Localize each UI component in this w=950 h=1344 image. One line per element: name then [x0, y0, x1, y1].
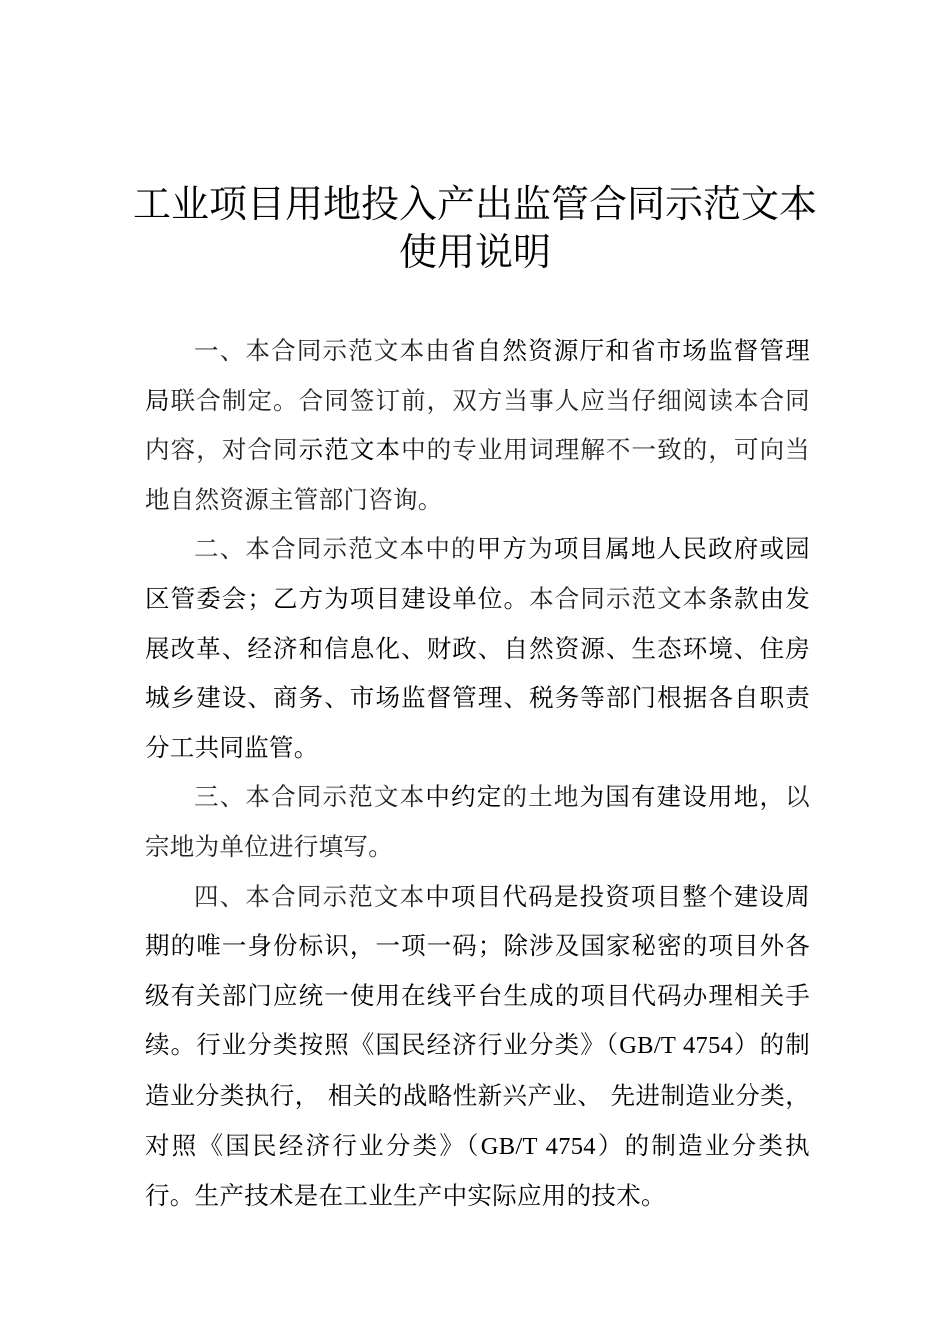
p4-segment: GB/T 4754 [619, 1032, 734, 1060]
p3-segment: 三、本合同示范文本 [194, 782, 426, 812]
p1-segment: 中的专业用词理解不一致的，可向当地自然资源主管部门咨询。 [145, 435, 810, 514]
p1-segment: 示范文本 [298, 435, 402, 465]
p2-segment: 条款由发展改革、经济和信息化、财政、自然资源、生态环境、住房城乡建设、商务、市场监督管理、税务等部门根据各自职责分工共同监管。 [145, 583, 811, 762]
p2-segment: 甲方 [476, 534, 529, 564]
p3-segment: 为国有建设用地， [579, 782, 786, 812]
paragraph-3 [145, 772, 810, 871]
p2-segment: 本合同示范文本 [529, 583, 709, 613]
p3-segment: 以宗地为单位进行填写。 [145, 782, 810, 861]
paragraph-1 [145, 326, 810, 524]
p4-segment: ）的制造业分类执行， 相关的战略性新兴产业、 先进制造业分类，对照《国民经济行业分类》（ [145, 1030, 810, 1160]
p2-segment: 二、本合同示范文本中的 [194, 534, 477, 564]
document-body [145, 326, 810, 1221]
p4-segment: 四、本合同示范文本 [194, 881, 426, 911]
paragraph-2 [145, 524, 810, 772]
p2-segment: 为 [528, 534, 554, 564]
document-title-line2: 使用说明 [398, 230, 551, 274]
p4-segment: 中项目代码是投资项目整个建设周期的唯一身份标识，一项一码；除涉及国家秘密的项目外各级有关部门应统一使用在线平台生成的项目代码办理相关手续。行业分类按照《国民经济行业分类》（ [145, 881, 811, 1060]
p1-segment: 联合制定。合同签订前，双方当事人应当仔细阅读本合同内容，对合同 [145, 385, 810, 465]
p2-segment: 项目属地人民政府或园区管委会；乙方为项目建设单位。 [145, 534, 810, 613]
p1-segment: 省自然资源厅和省市场监督管理局 [145, 336, 811, 415]
p4-segment: ）的制造业分类执行。生产技术是在工业生产中实际应用的技术。 [145, 1130, 810, 1211]
paragraph-4 [145, 872, 810, 1221]
p3-segment: 中约定 [425, 782, 503, 812]
p4-segment: GB/T 4754 [480, 1132, 596, 1160]
p3-segment: 的土地 [502, 782, 580, 812]
document-title-line1: 工业项目用地投入产出监管合同示范文本 [132, 182, 817, 226]
p1-segment: 一、本合同示范文本由 [194, 336, 452, 365]
